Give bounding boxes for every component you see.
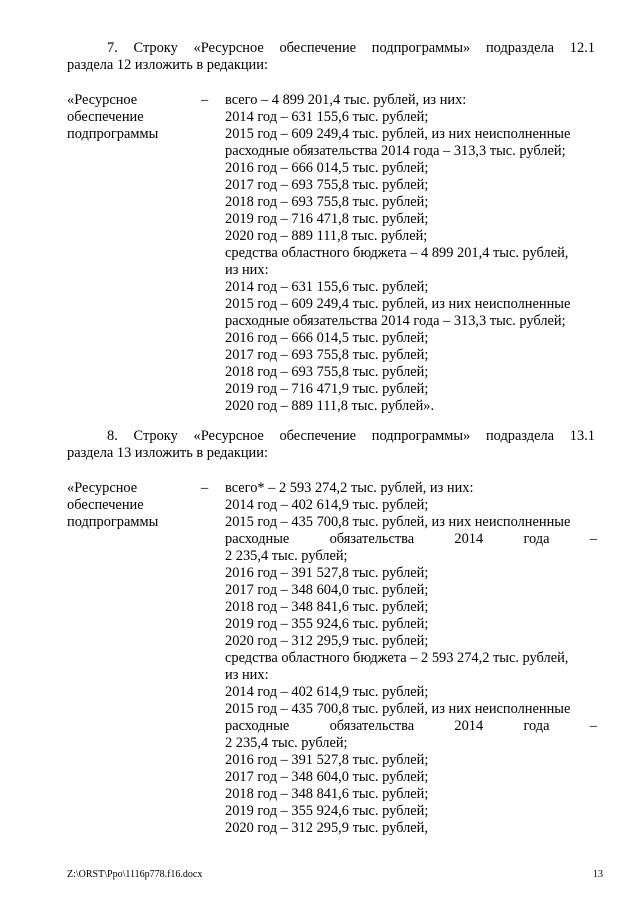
- resource-line: 2018 год – 693 755,8 тыс. рублей;: [225, 194, 429, 210]
- resource-line: 2018 год – 693 755,8 тыс. рублей;: [225, 364, 429, 380]
- section-7-heading-line-1: 7. Строку «Ресурсное обеспечение подпрограммы» подраздела 12.1: [107, 40, 595, 56]
- resource-line: расходные обязательства 2014 года – 313,3 тыс. рублей;: [225, 313, 566, 329]
- section-8-heading: [67, 428, 595, 462]
- resource-line: 2018 год – 348 841,6 тыс. рублей;: [225, 786, 429, 802]
- resource-line: 2018 год – 348 841,6 тыс. рублей;: [225, 599, 429, 615]
- resource-line: средства областного бюджета – 2 593 274,2 тыс. рублей,: [225, 650, 569, 666]
- resource-line: 2020 год – 889 111,8 тыс. рублей».: [225, 398, 435, 414]
- resource-line: 2020 год – 312 295,9 тыс. рублей,: [225, 820, 428, 836]
- resource-line: 2017 год – 693 755,8 тыс. рублей;: [225, 347, 429, 363]
- section-7-heading: [67, 40, 595, 74]
- resource-line: всего* – 2 593 274,2 тыс. рублей, из них:: [225, 480, 474, 496]
- resource-line: 2019 год – 716 471,9 тыс. рублей;: [225, 381, 429, 397]
- resource-line: 2015 год – 609 249,4 тыс. рублей, из них неисполненные: [225, 126, 571, 142]
- resource-line: 2019 год – 355 924,6 тыс. рублей;: [225, 616, 429, 632]
- resource-line: расходные обязательства 2014 года –: [225, 531, 597, 547]
- label-line: подпрограммы: [67, 514, 159, 530]
- resource-line: 2 235,4 тыс. рублей;: [225, 548, 348, 564]
- resource-line: всего – 4 899 201,4 тыс. рублей, из них:: [225, 92, 467, 108]
- footer-file-path: Z:\ORST\Ppo\1116p778.f16.docx: [67, 869, 203, 880]
- resource-line: 2017 год – 693 755,8 тыс. рублей;: [225, 177, 429, 193]
- footer-page-number: 13: [593, 869, 603, 880]
- resource-line: 2017 год – 348 604,0 тыс. рублей;: [225, 769, 429, 785]
- resource-line: 2015 год – 435 700,8 тыс. рублей, из них неисполненные: [225, 514, 571, 530]
- resource-line: 2015 год – 609 249,4 тыс. рублей, из них неисполненные: [225, 296, 571, 312]
- resource-line: 2016 год – 391 527,8 тыс. рублей;: [225, 565, 429, 581]
- label-line: «Ресурсное: [67, 92, 138, 108]
- resource-line: 2020 год – 889 111,8 тыс. рублей;: [225, 228, 428, 244]
- section-8-lines: [225, 480, 597, 837]
- resource-line: 2016 год – 666 014,5 тыс. рублей;: [225, 160, 429, 176]
- resource-line: расходные обязательства 2014 года – 313,3 тыс. рублей;: [225, 143, 566, 159]
- resource-line: 2015 год – 435 700,8 тыс. рублей, из них неисполненные: [225, 701, 571, 717]
- section-7-lines: [225, 92, 597, 415]
- section-8-heading-line-2: раздела 13 изложить в редакции:: [67, 445, 268, 461]
- resource-line: из них:: [225, 262, 269, 278]
- resource-line: 2017 год – 348 604,0 тыс. рублей;: [225, 582, 429, 598]
- resource-line: 2014 год – 402 614,9 тыс. рублей;: [225, 684, 429, 700]
- label-line: обеспечение: [67, 109, 144, 125]
- section-7-dash: –: [201, 92, 209, 108]
- resource-line: средства областного бюджета – 4 899 201,4 тыс. рублей,: [225, 245, 569, 261]
- resource-line: 2014 год – 631 155,6 тыс. рублей;: [225, 109, 429, 125]
- resource-line: 2016 год – 391 527,8 тыс. рублей;: [225, 752, 429, 768]
- label-line: обеспечение: [67, 497, 144, 513]
- resource-line: 2 235,4 тыс. рублей;: [225, 735, 348, 751]
- section-7-heading-line-2: раздела 12 изложить в редакции:: [67, 57, 268, 73]
- resource-line: расходные обязательства 2014 года –: [225, 718, 597, 734]
- resource-line: 2019 год – 355 924,6 тыс. рублей;: [225, 803, 429, 819]
- resource-line: 2014 год – 402 614,9 тыс. рублей;: [225, 497, 429, 513]
- resource-line: 2019 год – 716 471,8 тыс. рублей;: [225, 211, 429, 227]
- section-8-dash: –: [201, 480, 209, 496]
- resource-line: 2016 год – 666 014,5 тыс. рублей;: [225, 330, 429, 346]
- label-line: подпрограммы: [67, 126, 159, 142]
- resource-line: 2014 год – 631 155,6 тыс. рублей;: [225, 279, 429, 295]
- label-line: «Ресурсное: [67, 480, 138, 496]
- resource-line: 2020 год – 312 295,9 тыс. рублей;: [225, 633, 429, 649]
- resource-line: из них:: [225, 667, 269, 683]
- section-7-label: [67, 92, 187, 143]
- section-8-label: [67, 480, 187, 531]
- section-8-heading-line-1: 8. Строку «Ресурсное обеспечение подпрограммы» подраздела 13.1: [107, 428, 595, 444]
